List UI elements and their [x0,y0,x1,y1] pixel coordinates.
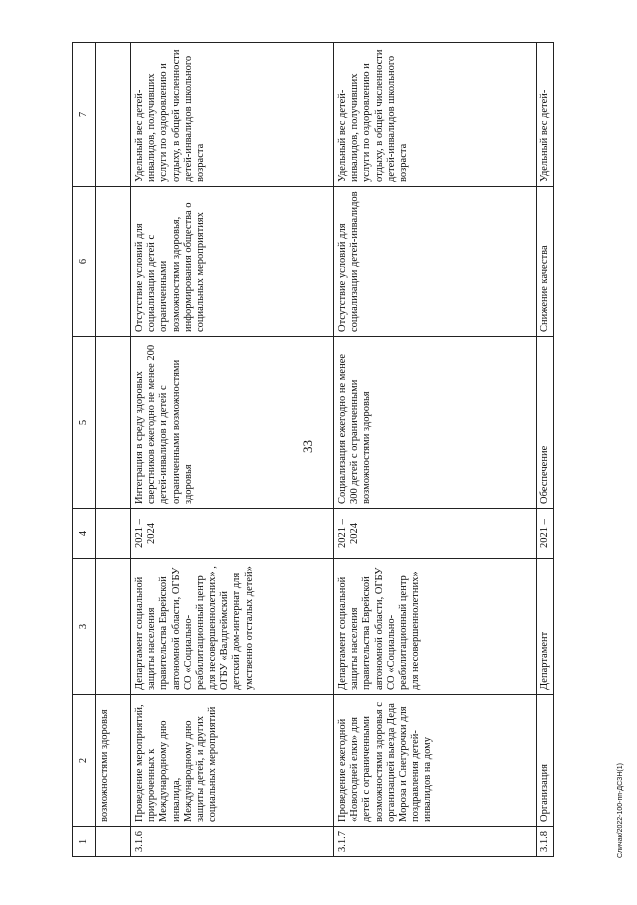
rotated-table-container [72,43,606,857]
cell-executor: Департамент социальной защиты населения правительства Еврейской автономной области, ОГБУ СО «Социально-реабилитационный центр для несовершеннолетних» , ОГБУ «Валдгеймский детский дом-интернат для умственно отсталых детей» [131,559,334,695]
cell-consequence [96,187,131,337]
header-cell: 7 [73,43,96,187]
cell-name: возможностями здоровья [96,695,131,827]
footer-document-code: Сличак/2022-100-пп-ДСЗН(1) [617,763,624,858]
cell-consequence: Отсутствие условий для социализации детей-инвалидов [334,187,537,337]
table-row [131,43,334,857]
table-header-row [73,43,96,857]
header-cell: 5 [73,337,96,509]
cell-indicator [96,43,131,187]
cell-num: 3.1.8 [537,827,554,857]
header-cell: 6 [73,187,96,337]
cell-result: Интеграция в среду здоровых сверстников ежегодно не менее 200 детей-инвалидов и детей с ограниченными возможностями здоровья [131,337,334,509]
cell-name: Проведение ежегодной «Новогодней елки» для детей с ограниченными возможностями здоровья с организацией выезда Деда Мороза и Снегурочки для поздравления детей-инвалидов на дому [334,695,537,827]
cell-name: Организация [537,695,554,827]
cell-executor [96,559,131,695]
cell-period: 2021 – 2024 [131,509,334,559]
header-cell: 1 [73,827,96,857]
cell-executor: Департамент социальной защиты населения правительства Еврейской автономной области, ОГБУ СО «Социально-реабилитационный центр для несовершеннолетних» [334,559,537,695]
cell-period [96,509,131,559]
cell-indicator: Удельный вес детей-инвалидов, получивших услуги по оздоровлению и отдыху, в общей численности детей-инвалидов школьного возраста [131,43,334,187]
cell-num [96,827,131,857]
cell-name: Проведение мероприятий, приуроченных к Международному дню инвалида, Международному дню защиты детей, и других социальных мероприятий [131,695,334,827]
cell-result: Обеспечение [537,337,554,509]
cell-result [96,337,131,509]
page-number: 33 [300,440,315,453]
cell-period: 2021 – [537,509,554,559]
cell-num: 3.1.7 [334,827,537,857]
cell-executor: Департамент [537,559,554,695]
program-activities-table [72,42,554,857]
header-cell: 3 [73,559,96,695]
header-cell: 2 [73,695,96,827]
header-cell: 4 [73,509,96,559]
cell-indicator: Удельный вес детей-инвалидов, получивших услуги по оздоровлению и отдыху, в общей численности детей-инвалидов школьного возраста [334,43,537,187]
table-row [537,43,554,857]
table-row-continuation [96,43,131,857]
cell-result: Социализация ежегодно не менее 300 детей с ограниченными возможностями здоровья [334,337,537,509]
cell-num: 3.1.6 [131,827,334,857]
cell-indicator: Удельный вес детей- [537,43,554,187]
cell-consequence: Снижение качества [537,187,554,337]
table-row [334,43,537,857]
cell-consequence: Отсутствие условий для социализации детей с ограниченными возможностями здоровья, информирования общества о социальных мероприятиях [131,187,334,337]
cell-period: 2021 – 2024 [334,509,537,559]
